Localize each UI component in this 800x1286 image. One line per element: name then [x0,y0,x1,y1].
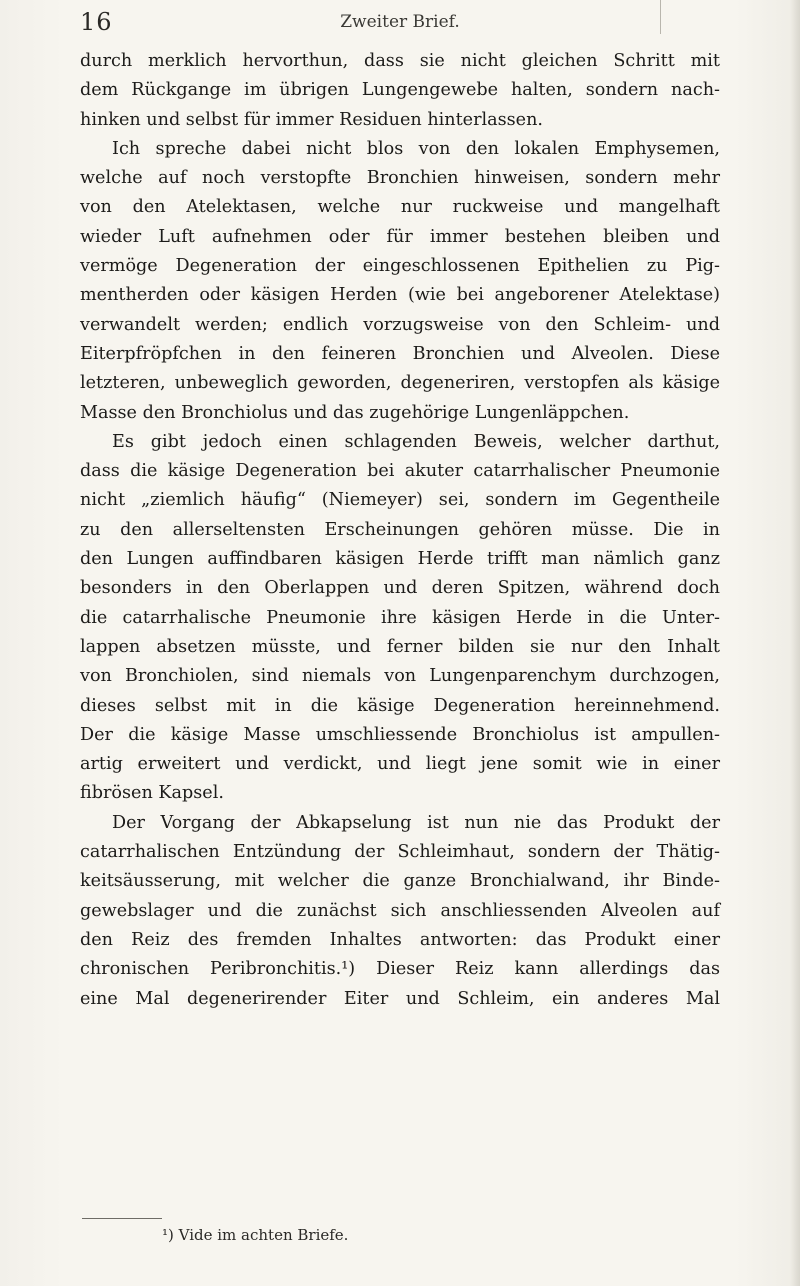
page-number: 16 [80,8,113,36]
text-line: eine Mal degenerirender Eiter und Schleim, ein anderes Mal [80,988,720,1009]
text-line: keitsäusserung, mit welcher die ganze Bronchialwand, ihr Binde- [80,871,720,892]
text-line: nicht „ziemlich häufig“ (Niemeyer) sei, sondern im Gegentheile [80,490,720,511]
page-edge-shadow [790,0,800,1286]
text-line: Ich spreche dabei nicht blos von den lokalen Emphysemen, [112,138,720,159]
text-line: den Lungen auffindbaren käsigen Herde trifft man nämlich ganz [80,549,720,570]
text-line: durch merklich hervorthun, dass sie nicht gleichen Schritt mit [80,51,720,71]
text-line: lappen absetzen müsste, und ferner bilden sie nur den Inhalt [80,636,720,657]
text-line: die catarrhalische Pneumonie ihre käsigen Herde in die Unter- [80,607,720,628]
text-line: catarrhalischen Entzündung der Schleimhaut, sondern der Thätig- [80,842,720,863]
text-line: welche auf noch verstopfte Bronchien hinweisen, sondern mehr [80,168,720,189]
text-line: von den Atelektasen, welche nur ruckweise und mangelhaft [80,197,720,218]
text-line: den Reiz des fremden Inhaltes antworten: das Produkt einer [80,929,720,950]
text-line: letzteren, unbeweglich geworden, degeneriren, verstopfen als käsige [80,373,720,394]
text-line: artig erweitert und verdickt, und liegt jene somit wie in einer [80,754,720,775]
text-line: Es gibt jedoch einen schlagenden Beweis, welcher darthut, [112,431,720,452]
text-line: verwandelt werden; endlich vorzugsweise von den Schleim- und [80,314,720,335]
text-line: dem Rückgange im übrigen Lungengewebe halten, sondern nach- [80,80,720,101]
text-line: zu den allerseltensten Erscheinungen gehören müsse. Die in [80,519,720,540]
text-line: gewebslager und die zunächst sich anschliessenden Alveolen auf [80,900,720,921]
body-text [80,47,720,1014]
text-line: hinken und selbst für immer Residuen hinterlassen. [80,109,544,130]
text-line: von Bronchiolen, sind niemals von Lungenparenchym durchzogen, [80,666,720,687]
text-line: Masse den Bronchiolus und das zugehörige Lungenläppchen. [80,402,630,423]
page-header [80,2,720,42]
text-line: dass die käsige Degeneration bei akuter catarrhalischer Pneumonie [80,461,720,482]
text-line: Eiterpfröpfchen in den feineren Bronchien und Alveolen. Diese [80,343,720,364]
footnote-rule [82,1218,162,1219]
text-line: vermöge Degeneration der eingeschlossenen Epithelien zu Pig- [80,256,720,277]
text-line: mentherden oder käsigen Herden (wie bei angeborener Atelektase) [80,285,720,306]
text-line: dieses selbst mit in die käsige Degeneration hereinnehmend. [80,695,720,716]
text-line: Der Vorgang der Abkapselung ist nun nie das Produkt der [112,812,720,833]
footnote: ¹) Vide im achten Briefe. [162,1226,349,1244]
text-line: Der die käsige Masse umschliessende Bronchiolus ist ampullen- [80,724,720,745]
text-line: fibrösen Kapsel. [80,783,224,804]
text-line: besonders in den Oberlappen und deren Spitzen, während doch [80,578,720,599]
text-line: chronischen Peribronchitis.¹) Dieser Reiz kann allerdings das [80,959,720,980]
running-head: Zweiter Brief. [340,12,460,32]
text-line: wieder Luft aufnehmen oder für immer bestehen bleiben und [80,226,720,247]
